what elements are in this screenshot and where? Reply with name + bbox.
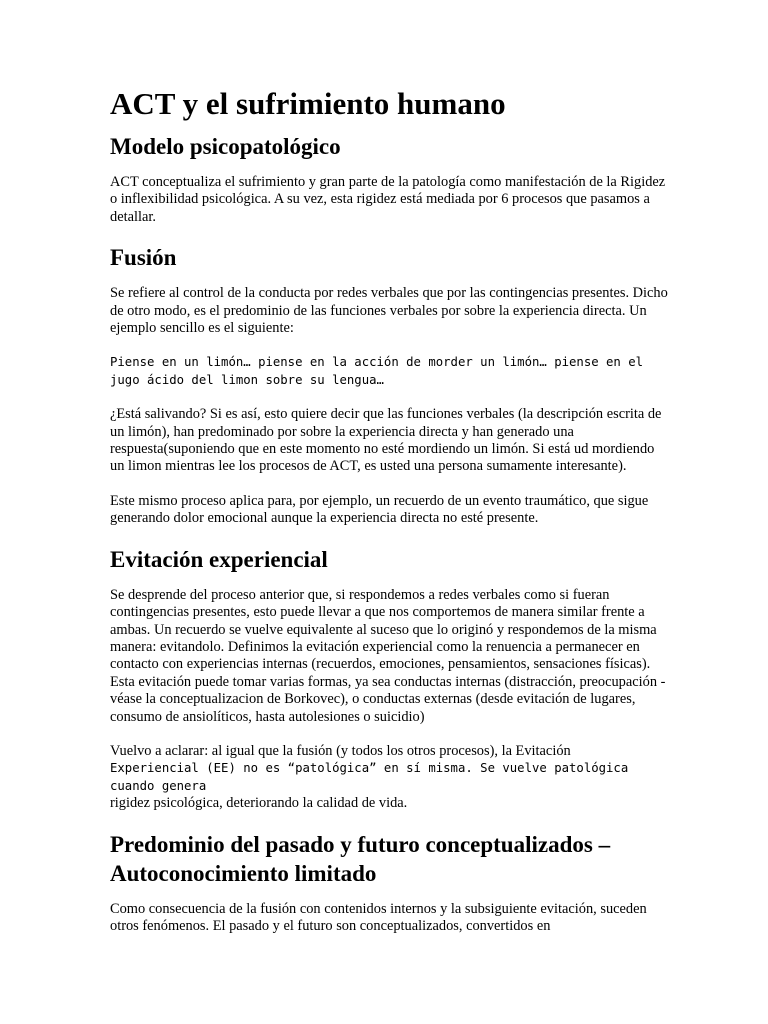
paragraph-evitacion-definition: Se desprende del proceso anterior que, si respondemos a redes verbales como si fueran contingencias presentes, esto puede llevar a que nos comportemos de manera similar frente a ambas. Un recuerdo se vuelve equivalente al suceso que lo originó y respondemos de la misma manera: evitandolo. Definimos la evitación experiencial como la renuencia a permanecer en contacto con experiencias internas (recuerdos, emociones, pensamientos, sensaciones físicas). Esta evitación puede tomar varias formas, ya sea conductas internas (distracción, preocupación -véase la conceptualizacion de Borkovec), o conductas externas (desde evitación de lugares, consumo de ansiolíticos, hasta autolesiones o suicidio) [110,586,666,725]
paragraph-predominio: Como consecuencia de la fusión con contenidos internos y la subsiguiente evitación, suceden otros fenómenos. El pasado y el futuro son conceptualizados, convertidos en [110,900,647,934]
paragraph-evitacion-clarification [110,743,670,813]
paragraph-fusion-trauma: Este mismo proceso aplica para, por ejemplo, un recuerdo de un evento traumático, que sigue generando dolor emocional aunque la experiencia directa no esté presente. [110,492,649,527]
section-heading-evitacion: Evitación experiencial [110,546,328,572]
paragraph-fusion-definition: Se refiere al control de la conducta por redes verbales que por las contingencias presentes. Dicho de otro modo, es el predominio de las funciones verbales por sobre la experiencia directa. Un ejemplo sencillo es el siguiente: [110,285,668,337]
clarification-line-1: Vuelvo a aclarar: al igual que la fusión (y todos los otros procesos), la Evitación [110,742,571,759]
clarification-line-3: rigidez psicológica, deteriorando la calidad de vida. [110,795,408,812]
example-lemon: Piense en un limón… piense en la acción de morder un limón… piense en el jugo ácido del limon sobre su lengua… [110,355,644,387]
section-heading-modelo: Modelo psicopatológico [110,134,341,159]
section-heading-fusion: Fusión [110,245,177,271]
document-body [110,84,670,952]
paragraph-fusion-salivating: ¿Está salivando? Si es así, esto quiere decir que las funciones verbales (la descripción escrita de un limón), han predominado por sobre la experiencia directa y han generado una respuesta(suponiendo que en este momento no esté mordiendo un limón. Si está ud mordiendo un limon mientras lee los procesos de ACT, es usted una persona sumamente interesante). [110,406,662,475]
paragraph-modelo: ACT conceptualiza el sufrimiento y gran parte de la patología como manifestación de la Rigidez o inflexibilidad psicológica. A su vez, esta rigidez está mediada por 6 procesos que pasamos a detallar. [110,174,666,225]
section-heading-predominio: Predominio del pasado y futuro conceptualizados – Autoconocimiento limitado [110,831,611,886]
clarification-line-2: Experiencial (EE) no es “patológica” en sí misma. Se vuelve patológica cuando genera [110,761,629,793]
page-title: ACT y el sufrimiento humano [110,86,506,121]
